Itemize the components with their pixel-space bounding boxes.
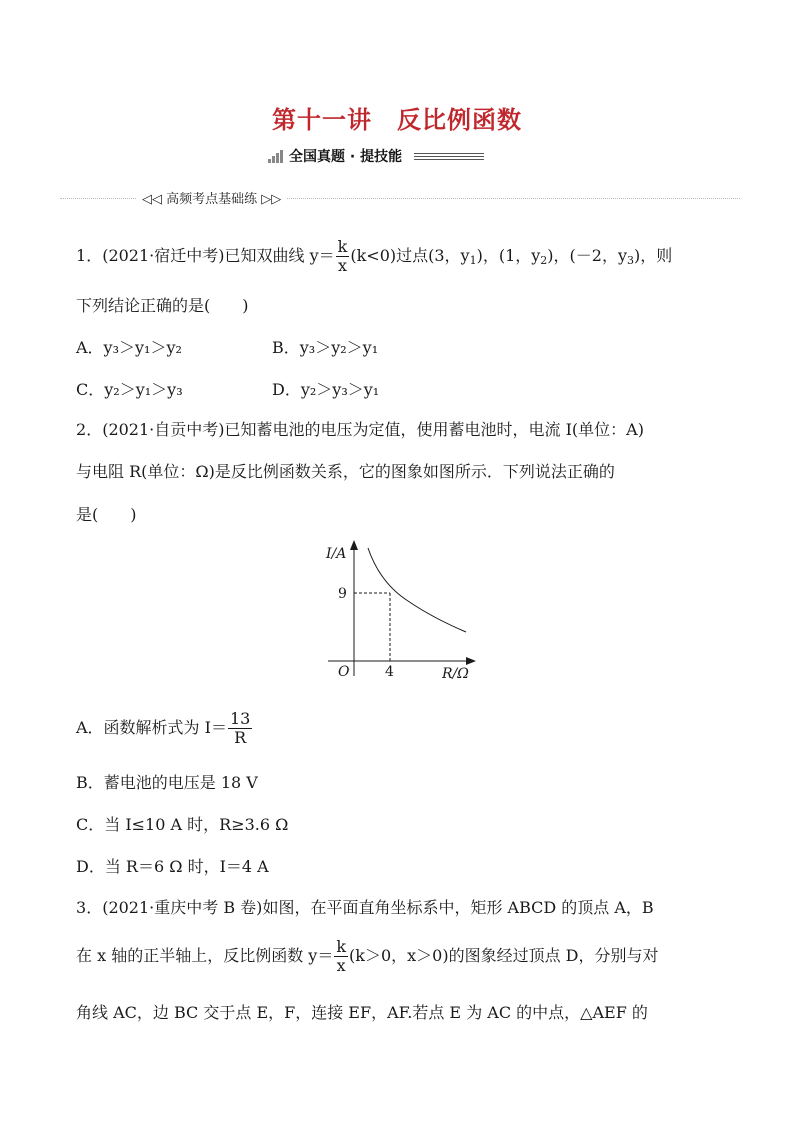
q2-option-c[interactable]: C．当 I≤10 A 时，R≥3.6 Ω bbox=[76, 815, 289, 834]
q3-fraction bbox=[334, 938, 348, 975]
q1-stem-a: 已知双曲线 y＝ bbox=[224, 246, 335, 265]
q2-graph bbox=[318, 538, 488, 688]
q3-number: 3 bbox=[76, 898, 87, 917]
page-title: 第十一讲 反比例函数 bbox=[272, 106, 522, 134]
subtitle-text: 全国真题 · 提技能 bbox=[289, 149, 403, 165]
q3-line3: 角线 AC，边 BC 交于点 E，F，连接 EF，AF.若点 E 为 AC 的中点，△AEF 的 bbox=[76, 1003, 648, 1022]
q1-line2: 下列结论正确的是( ) bbox=[76, 296, 249, 315]
q1-option-c[interactable]: C．y₂＞y₁＞y₃ bbox=[76, 380, 183, 399]
q1-fraction bbox=[336, 238, 350, 275]
subtitle bbox=[268, 146, 484, 166]
q2-option-a-text: A．函数解析式为 I＝ bbox=[76, 718, 227, 737]
y-axis-arrow-icon bbox=[350, 540, 358, 550]
q2-line2: 与电阻 R(单位：Ω)是反比例函数关系，它的图象如图所示．下列说法正确的 bbox=[76, 462, 615, 481]
q3-line1-text: 如图，在平面直角坐标系中，矩形 ABCD 的顶点 A，B bbox=[262, 898, 654, 917]
q1-stem-b: (k<0)过点(3，y bbox=[350, 246, 470, 265]
q1-source: (2021·宿迁中考) bbox=[102, 246, 225, 265]
q2-line1-text: 已知蓄电池的电压为定值，使用蓄电池时，电流 I(单位：A) bbox=[224, 420, 644, 439]
section-label: ◁◁ 高频考点基础练 ▷▷ bbox=[136, 188, 287, 207]
q2-line3: 是( ) bbox=[76, 505, 137, 524]
origin-label: O bbox=[338, 664, 350, 680]
q1-stem-e: )，则 bbox=[634, 246, 673, 265]
q2-frac-den: R bbox=[234, 728, 247, 747]
q3-line2 bbox=[76, 938, 659, 975]
y-axis-label: I/A bbox=[326, 546, 347, 562]
y-tick-label: 9 bbox=[338, 586, 347, 602]
q2-option-a[interactable] bbox=[76, 710, 253, 747]
hyperbola-curve bbox=[368, 548, 466, 632]
q1-number: 1 bbox=[76, 246, 87, 265]
q1-frac-den: x bbox=[337, 256, 347, 275]
q2-number: 2 bbox=[76, 420, 87, 439]
q3-frac-den: x bbox=[336, 956, 346, 975]
q3-source: (2021·重庆中考 B 卷) bbox=[102, 898, 263, 917]
q1-stem-d: )，(－2，y bbox=[547, 246, 628, 265]
decorative-lines bbox=[414, 151, 484, 162]
q1-option-b[interactable]: B．y₃＞y₂＞y₁ bbox=[272, 338, 379, 357]
q2-option-d[interactable]: D．当 R＝6 Ω 时，I＝4 A bbox=[76, 857, 269, 876]
q3-line2-a: 在 x 轴的正半轴上，反比例函数 y＝ bbox=[76, 946, 334, 965]
q3-line2-b: (k＞0，x＞0)的图象经过顶点 D，分别与对 bbox=[349, 946, 659, 965]
q2-frac-num: 13 bbox=[229, 709, 251, 728]
x-axis-label: R/Ω bbox=[442, 666, 469, 682]
q1-stem-c: )，(1，y bbox=[476, 246, 541, 265]
q1-stem: 1．(2021·宿迁中考)已知双曲线 y＝ $\frac{k}{x}$ (k<0)过点(3，$y_1$)，(1，$y_2$)，(－2，$y_3$)，则 bbox=[76, 237, 673, 275]
q2-option-a-fraction bbox=[228, 710, 252, 747]
signal-bars-icon bbox=[268, 150, 283, 163]
q2-line1: 2．(2021·自贡中考)已知蓄电池的电压为定值，使用蓄电池时，电流 I(单位：A) bbox=[76, 420, 644, 439]
q1-frac-num: k bbox=[337, 237, 348, 256]
q2-source: (2021·自贡中考) bbox=[102, 420, 225, 439]
q3-line1: 3．(2021·重庆中考 B 卷)如图，在平面直角坐标系中，矩形 ABCD 的顶点 A，B bbox=[76, 898, 654, 917]
q1-option-a[interactable]: A．y₃＞y₁＞y₂ bbox=[76, 338, 182, 357]
q1-option-d[interactable]: D．y₂＞y₃＞y₁ bbox=[272, 380, 380, 399]
q2-option-b[interactable]: B．蓄电池的电压是 18 V bbox=[76, 773, 258, 792]
x-tick-label: 4 bbox=[385, 664, 394, 680]
q3-frac-num: k bbox=[336, 937, 347, 956]
x-axis-arrow-icon bbox=[466, 657, 476, 665]
